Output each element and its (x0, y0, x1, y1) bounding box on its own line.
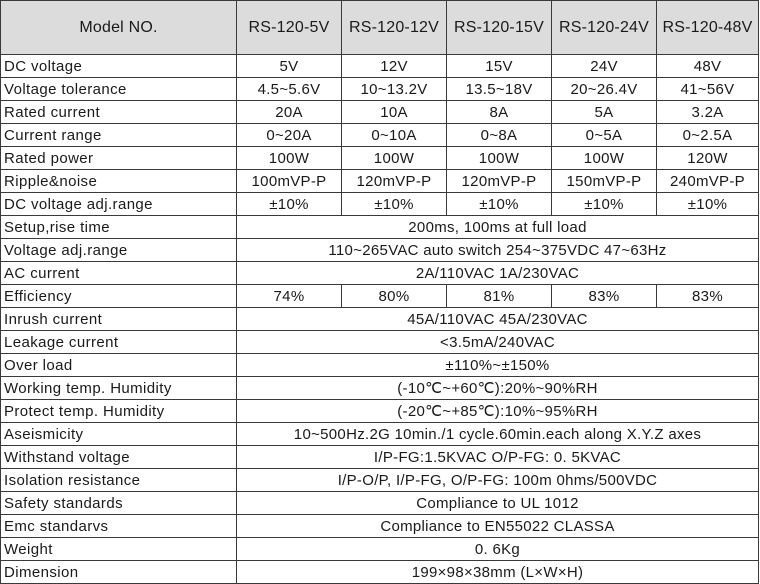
table-row (1, 147, 759, 170)
parameter-label: Rated power (1, 147, 237, 170)
table-row (1, 78, 759, 101)
table-row (1, 400, 759, 423)
model-header: RS-120-12V (342, 1, 447, 55)
spec-value: 4.5~5.6V (237, 78, 342, 101)
table-row (1, 492, 759, 515)
spec-value-merged: 200ms, 100ms at full load (237, 216, 759, 239)
spec-value-merged: Compliance to UL 1012 (237, 492, 759, 515)
spec-value: 10~13.2V (342, 78, 447, 101)
parameter-label: Setup,rise time (1, 216, 237, 239)
spec-value-merged: 45A/110VAC 45A/230VAC (237, 308, 759, 331)
parameter-label: Voltage tolerance (1, 78, 237, 101)
spec-value-merged: I/P-O/P, I/P-FG, O/P-FG: 100m 0hms/500VDC (237, 469, 759, 492)
table-row (1, 377, 759, 400)
parameter-label: Withstand voltage (1, 446, 237, 469)
spec-value: 100mVP-P (237, 170, 342, 193)
spec-value-merged: (-10℃~+60℃):20%~90%RH (237, 377, 759, 400)
spec-value: 0~2.5A (657, 124, 759, 147)
spec-value-merged: I/P-FG:1.5KVAC O/P-FG: 0. 5KVAC (237, 446, 759, 469)
parameter-label: Ripple&noise (1, 170, 237, 193)
parameter-label: Inrush current (1, 308, 237, 331)
spec-value: 120mVP-P (447, 170, 552, 193)
table-row (1, 262, 759, 285)
spec-value: 3.2A (657, 101, 759, 124)
table-row (1, 124, 759, 147)
spec-value: 41~56V (657, 78, 759, 101)
parameter-label: Isolation resistance (1, 469, 237, 492)
table-row (1, 216, 759, 239)
table-row (1, 101, 759, 124)
table-row (1, 308, 759, 331)
spec-value: ±10% (342, 193, 447, 216)
spec-value-merged: ±110%~±150% (237, 354, 759, 377)
spec-value: 15V (447, 55, 552, 78)
spec-value: 80% (342, 285, 447, 308)
parameter-label: Over load (1, 354, 237, 377)
spec-value: 150mVP-P (552, 170, 657, 193)
parameter-label: Current range (1, 124, 237, 147)
spec-value: ±10% (552, 193, 657, 216)
parameter-label: DC voltage adj.range (1, 193, 237, 216)
spec-value: 0~5A (552, 124, 657, 147)
spec-value: 120mVP-P (342, 170, 447, 193)
spec-value: ±10% (657, 193, 759, 216)
spec-value: 10A (342, 101, 447, 124)
spec-value: 5A (552, 101, 657, 124)
table-row (1, 423, 759, 446)
parameter-label: Aseismicity (1, 423, 237, 446)
parameter-label: Efficiency (1, 285, 237, 308)
spec-value: 13.5~18V (447, 78, 552, 101)
spec-value: 240mVP-P (657, 170, 759, 193)
spec-value: 83% (657, 285, 759, 308)
spec-value-merged: (-20℃~+85℃):10%~95%RH (237, 400, 759, 423)
spec-value-merged: 2A/110VAC 1A/230VAC (237, 262, 759, 285)
spec-value-merged: <3.5mA/240VAC (237, 331, 759, 354)
table-row (1, 193, 759, 216)
parameter-label: Protect temp. Humidity (1, 400, 237, 423)
spec-value: 20~26.4V (552, 78, 657, 101)
parameter-label: AC current (1, 262, 237, 285)
model-header: RS-120-48V (657, 1, 759, 55)
spec-value: 83% (552, 285, 657, 308)
parameter-label: Emc standarvs (1, 515, 237, 538)
table-row (1, 469, 759, 492)
parameter-label: Working temp. Humidity (1, 377, 237, 400)
table-row (1, 55, 759, 78)
table-row (1, 354, 759, 377)
table-row (1, 285, 759, 308)
spec-value-merged: 199×98×38mm (L×W×H) (237, 561, 759, 584)
spec-value: 81% (447, 285, 552, 308)
header-row (1, 1, 759, 55)
spec-value: 48V (657, 55, 759, 78)
table-row (1, 561, 759, 584)
table-row (1, 170, 759, 193)
spec-value-merged: 0. 6Kg (237, 538, 759, 561)
spec-value: 5V (237, 55, 342, 78)
parameter-label: Voltage adj.range (1, 239, 237, 262)
spec-value: ±10% (237, 193, 342, 216)
spec-value: 8A (447, 101, 552, 124)
spec-value: 100W (447, 147, 552, 170)
spec-value: 0~8A (447, 124, 552, 147)
model-label-header: Model NO. (1, 1, 237, 55)
spec-value: 0~20A (237, 124, 342, 147)
model-header: RS-120-5V (237, 1, 342, 55)
spec-value: 24V (552, 55, 657, 78)
parameter-label: Safety standards (1, 492, 237, 515)
spec-value: ±10% (447, 193, 552, 216)
spec-value: 100W (552, 147, 657, 170)
table-row (1, 331, 759, 354)
parameter-label: Leakage current (1, 331, 237, 354)
table-row (1, 538, 759, 561)
parameter-label: DC voltage (1, 55, 237, 78)
table-row (1, 239, 759, 262)
spec-value: 120W (657, 147, 759, 170)
spec-value: 12V (342, 55, 447, 78)
parameter-label: Weight (1, 538, 237, 561)
spec-value-merged: 10~500Hz.2G 10min./1 cycle.60min.each along X.Y.Z axes (237, 423, 759, 446)
model-header: RS-120-15V (447, 1, 552, 55)
spec-value: 20A (237, 101, 342, 124)
spec-value-merged: Compliance to EN55022 CLASSA (237, 515, 759, 538)
spec-value: 74% (237, 285, 342, 308)
table-row (1, 446, 759, 469)
spec-value: 100W (237, 147, 342, 170)
spec-value: 0~10A (342, 124, 447, 147)
spec-body (1, 55, 759, 584)
spec-value-merged: 110~265VAC auto switch 254~375VDC 47~63Hz (237, 239, 759, 262)
spec-value: 100W (342, 147, 447, 170)
table-row (1, 515, 759, 538)
parameter-label: Dimension (1, 561, 237, 584)
model-header: RS-120-24V (552, 1, 657, 55)
parameter-label: Rated current (1, 101, 237, 124)
